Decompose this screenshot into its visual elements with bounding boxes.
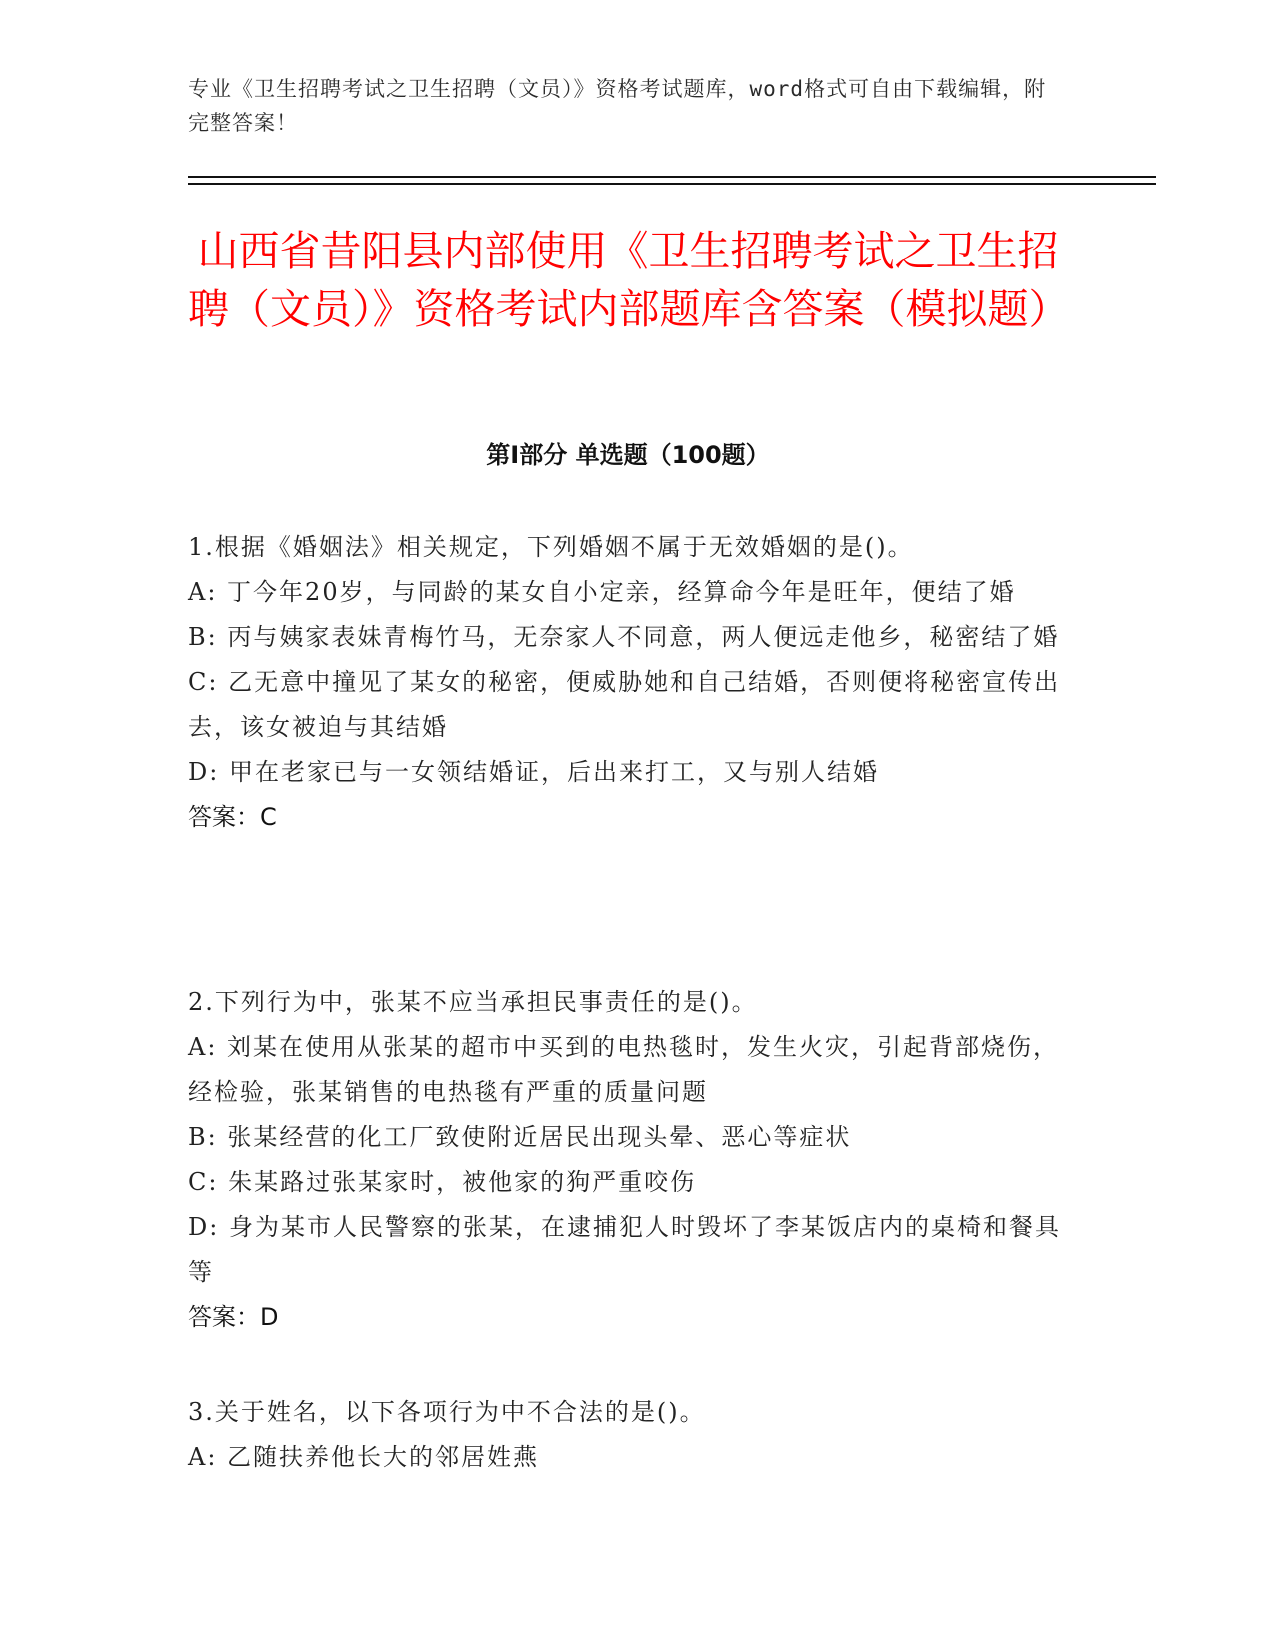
question-block	[188, 525, 1068, 840]
option-b: B: 张某经营的化工厂致使附近居民出现头晕、恶心等症状	[188, 1123, 852, 1151]
option-c: C: 乙无意中撞见了某女的秘密，便威胁她和自己结婚，否则便将秘密宣传出去，该女被迫与其结婚	[188, 668, 1061, 741]
option-a: A: 刘某在使用从张某的超市中买到的电热毯时，发生火灾，引起背部烧伤，经检验，张某销售的电热毯有严重的质量问题	[188, 1033, 1060, 1106]
document-title: 山西省昔阳县内部使用《卫生招聘考试之卫生招聘（文员）》资格考试内部题库含答案（模拟题）	[188, 227, 1070, 333]
option-d: D: 甲在老家已与一女领结婚证，后出来打工，又与别人结婚	[188, 758, 879, 786]
question-block	[188, 980, 1068, 1340]
header-divider-bottom	[188, 183, 1156, 185]
option-a: A: 丁今年20岁，与同龄的某女自小定亲，经算命今年是旺年，便结了婚	[188, 578, 1016, 606]
question-block	[188, 1390, 1068, 1480]
header-divider-top	[188, 176, 1156, 178]
header-note: 专业《卫生招聘考试之卫生招聘（文员）》资格考试题库，word格式可自由下载编辑，附完整答案！	[188, 77, 1047, 135]
answer-line: 答案：C	[188, 803, 277, 831]
question-stem: 2.下列行为中，张某不应当承担民事责任的是()。	[188, 988, 758, 1016]
option-d: D: 身为某市人民警察的张某，在逮捕犯人时毁坏了李某饭店内的桌椅和餐具等	[188, 1213, 1061, 1286]
answer-line: 答案：D	[188, 1303, 279, 1331]
question-stem: 3.关于姓名，以下各项行为中不合法的是()。	[188, 1398, 706, 1426]
question-stem: 1.根据《婚姻法》相关规定，下列婚姻不属于无效婚姻的是()。	[188, 533, 914, 561]
option-b: B: 丙与姨家表妹青梅竹马，无奈家人不同意，两人便远走他乡，秘密结了婚	[188, 623, 1060, 651]
option-c: C: 朱某路过张某家时，被他家的狗严重咬伤	[188, 1168, 697, 1196]
option-a: A: 乙随扶养他长大的邻居姓燕	[188, 1443, 540, 1471]
section-heading: 第Ⅰ部分 单选题（100题）	[486, 441, 770, 469]
